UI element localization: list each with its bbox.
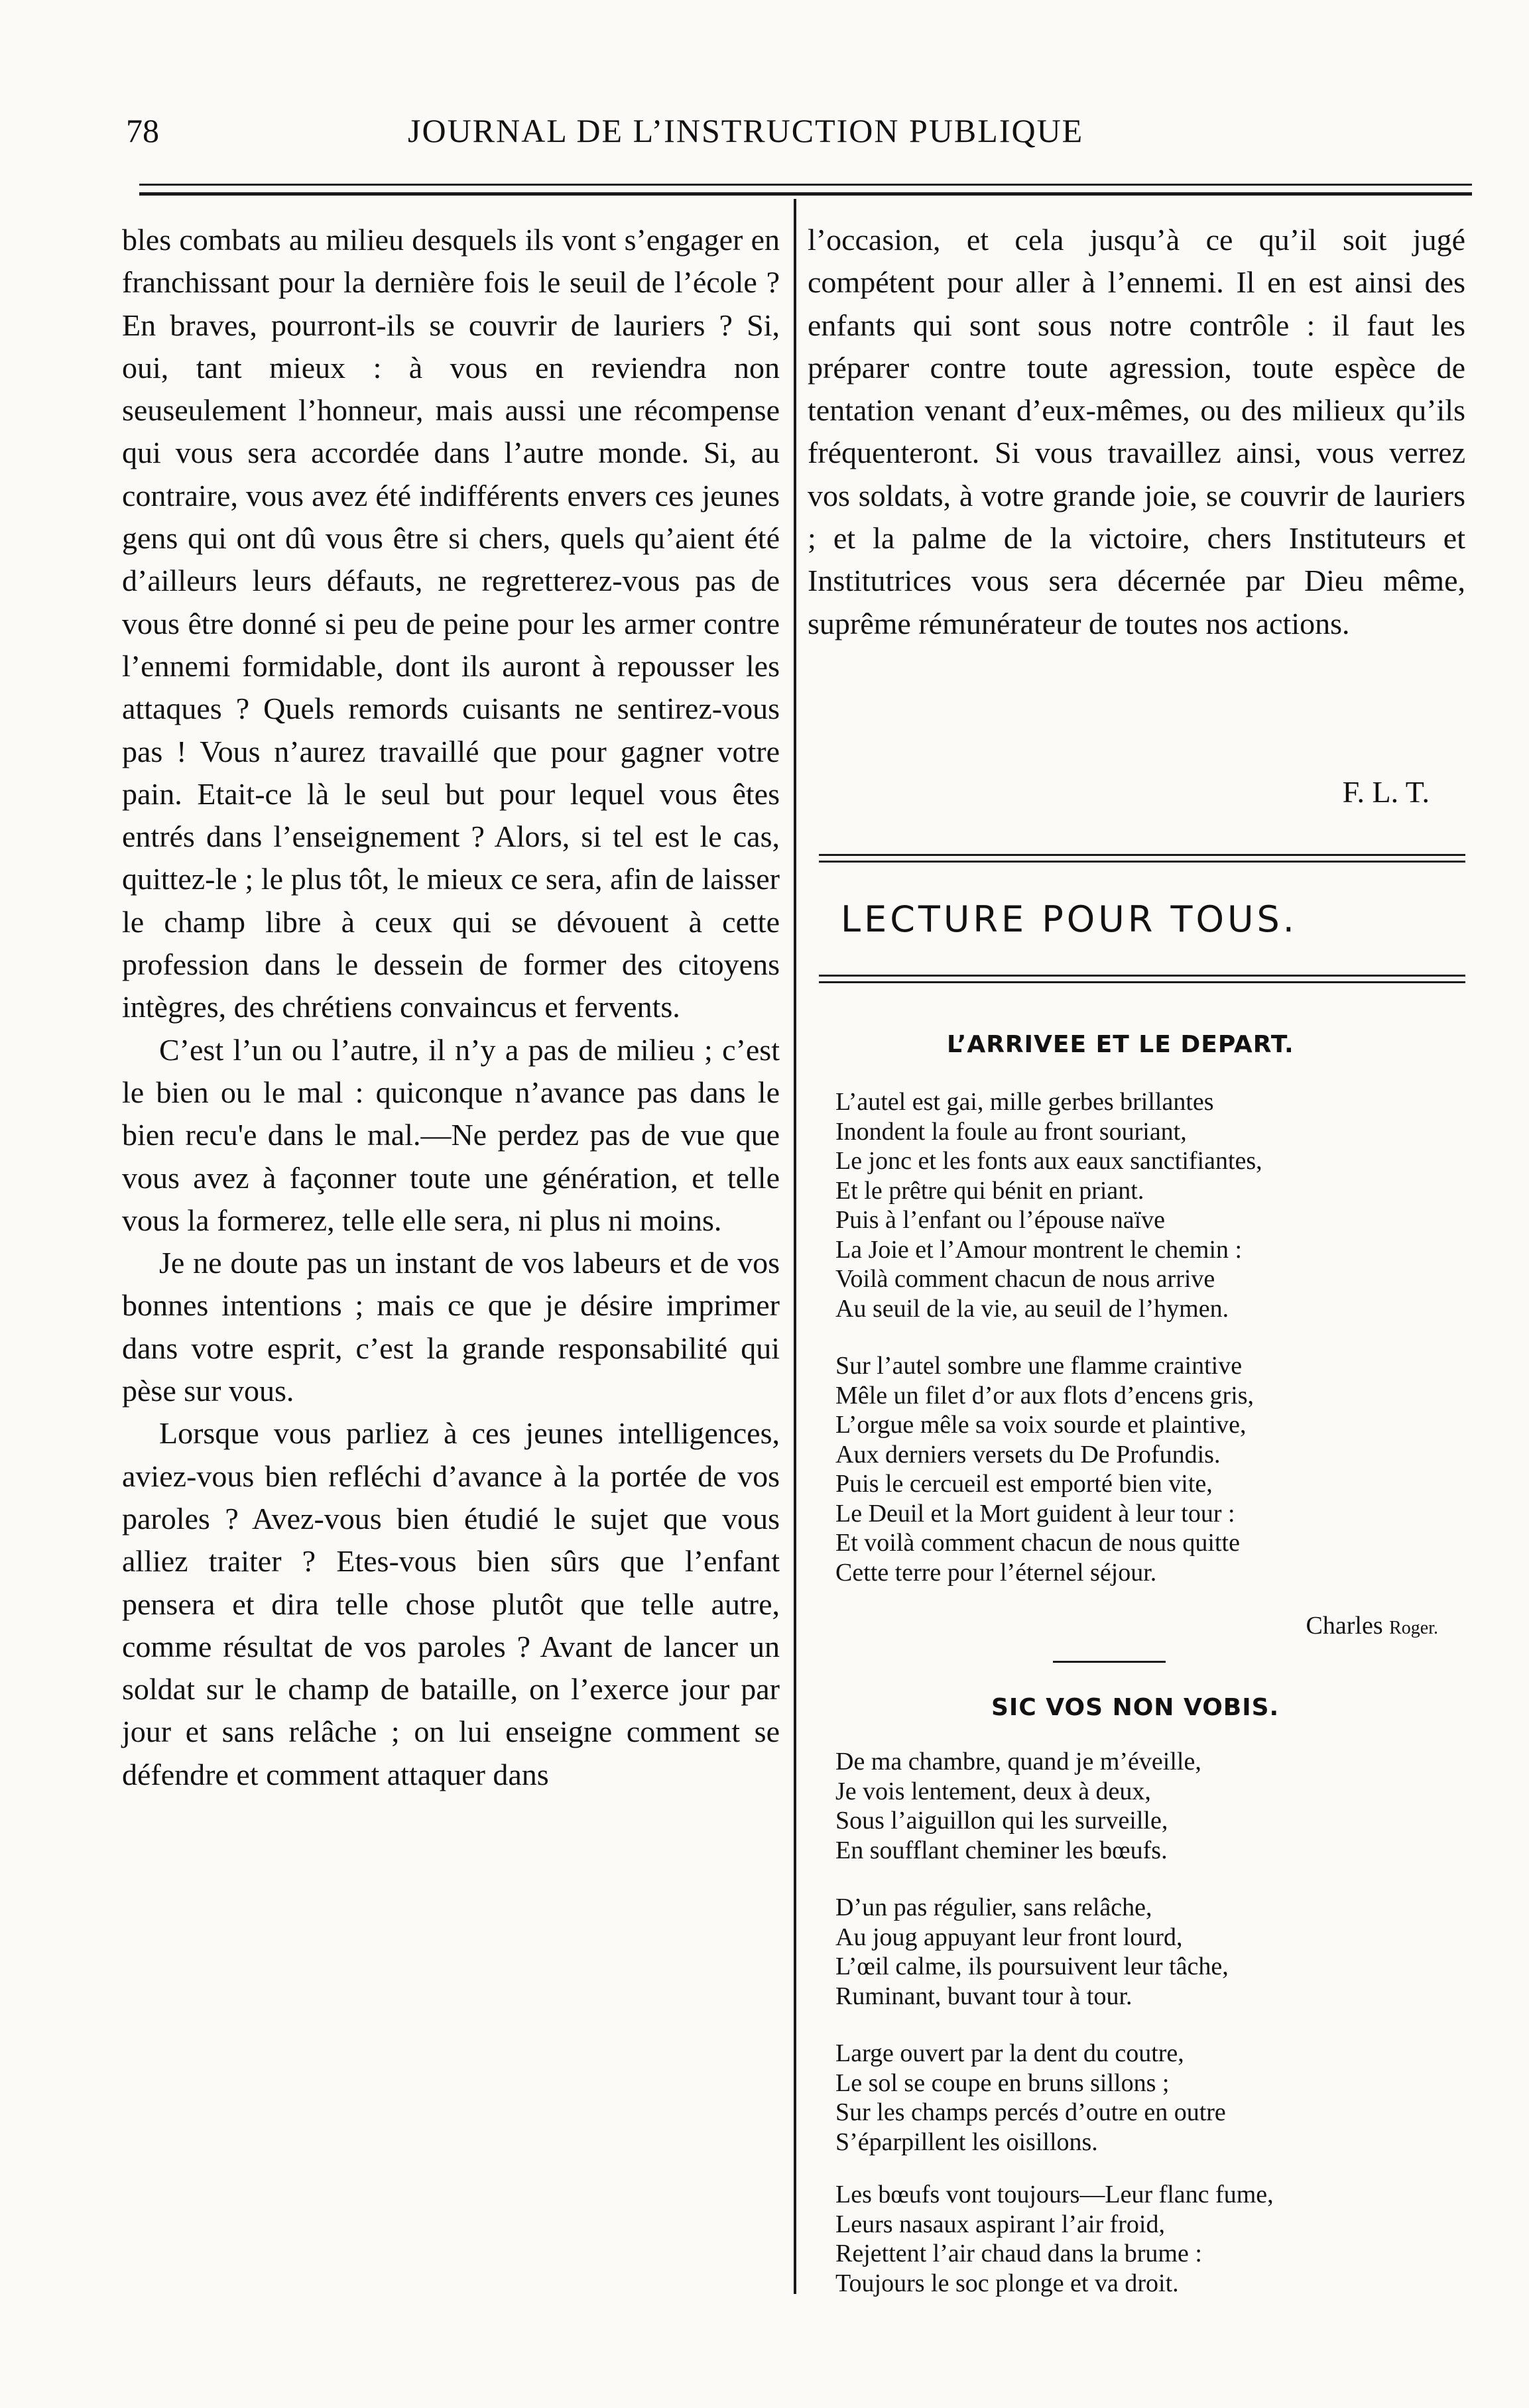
verse-line: Le sol se coupe en bruns sillons ; [835, 2069, 1170, 2097]
poem1-stanza-2 [835, 1351, 1254, 1587]
poem2-stanza-1 [835, 1747, 1201, 1865]
verse-line: Cette terre pour l’éternel séjour. [835, 1558, 1157, 1587]
left-paragraph-3: Je ne doute pas un instant de vos labeurs et de vos bonnes intentions ; mais ce que je désire imprimer dans votre esprit, c’est la grande responsabilité qui pèse sur vous. [122, 1246, 780, 1408]
section-rule-top-b [819, 861, 1465, 863]
verse-line: Rejettent l’air chaud dans la brume : [835, 2240, 1202, 2267]
verse-line: L’orgue mêle sa voix sourde et plaintive, [835, 1411, 1247, 1439]
verse-line: Au seuil de la vie, au seuil de l’hymen. [835, 1294, 1229, 1323]
verse-line: Les bœufs vont toujours—Leur flanc fume, [835, 2181, 1274, 2208]
verse-line: Toujours le soc plonge et va droit. [835, 2269, 1179, 2297]
verse-line: L’autel est gai, mille gerbes brillantes [835, 1088, 1214, 1116]
poem2-stanza-4 [835, 2180, 1274, 2298]
section-rule-bottom-a [819, 975, 1465, 977]
article-signature: F. L. T. [1342, 775, 1430, 809]
verse-line: La Joie et l’Amour montrent le chemin : [835, 1235, 1243, 1264]
verse-line: De ma chambre, quand je m’éveille, [835, 1748, 1201, 1776]
verse-line: Leurs nasaux aspirant l’air froid, [835, 2210, 1165, 2238]
poem-separator [1053, 1661, 1166, 1663]
right-column [808, 219, 1465, 645]
left-paragraph-4: Lorsque vous parliez à ces jeunes intelligences, aviez-vous bien refléchi d’avance à la portée de vos paroles ? Avez-vous bien étudié le sujet que vous alliez traiter ? Etes-vous bien sûrs que l’enfant pensera et dira telle chose plutôt que telle autre, comme résultat de vos paroles ? Avant de lancer un soldat sur le champ de bataille, on l’exerce jour par jour et sans relâche ; on lui enseigne comment se défendre et comment attaquer dans [122, 1416, 780, 1791]
page-number: 78 [126, 112, 159, 149]
verse-line: Et voilà comment chacun de nous quitte [835, 1529, 1240, 1557]
verse-line: Voilà comment chacun de nous arrive [835, 1265, 1215, 1293]
verse-line: Aux derniers versets du De Profundis. [835, 1440, 1221, 1469]
poem-title-arrivee: L’ARRIVEE ET LE DEPART. [947, 1031, 1294, 1058]
poem1-stanza-1 [835, 1087, 1262, 1323]
verse-line: Le Deuil et la Mort guident à leur tour : [835, 1499, 1235, 1528]
verse-line: Le jonc et les fonts aux eaux sanctifiantes, [835, 1147, 1262, 1175]
author-first-name: Charles [1306, 1612, 1383, 1640]
verse-line: Je vois lentement, deux à deux, [835, 1777, 1151, 1805]
verse-line: Mêle un filet d’or aux flots d’encens gris, [835, 1381, 1254, 1410]
column-divider [794, 199, 796, 2294]
left-paragraph-1: bles combats au milieu desquels ils vont s’engager en franchissant pour la dernière fois le seuil de l’école ? En braves, pourront-ils se couvrir de lauriers ? Si, oui, tant mieux : à vous en reviendra non seuseulement l’honneur, mais aussi une récompense qui vous sera accordée dans l’autre monde. Si, au contraire, vous avez été indifférents envers ces jeunes gens qui ont dû vous être si chers, quels qu’aient été d’ailleurs leurs défauts, ne regretterez-vous pas de vous être donné si peu de peine pour les armer contre l’ennemi formidable, dont ils auront à repousser les attaques ? Quels remords cuisants ne sentirez-vous pas ! Vous n’aurez travaillé que pour gagner votre pain. Etait-ce là le seul but pour lequel vous êtes entrés dans l’enseignement ? Alors, si tel est le cas, quittez-le ; le plus tôt, le mieux ce sera, afin de laisser le champ libre à ceux qui se dévouent à cette profession dans le dessein de former des citoyens intègres, des chrétiens convaincus et fervents. [122, 223, 780, 1024]
verse-line: Sous l’aiguillon qui les surveille, [835, 1807, 1168, 1835]
poem-title-sic-vos: SIC VOS NON VOBIS. [991, 1694, 1280, 1721]
verse-line: Puis le cercueil est emporté bien vite, [835, 1470, 1213, 1498]
left-column [122, 219, 780, 1796]
verse-line: L’œil calme, ils poursuivent leur tâche, [835, 1953, 1229, 1980]
header-rule-bottom [139, 192, 1472, 196]
section-heading: LECTURE POUR TOUS. [841, 898, 1298, 940]
left-paragraph-2: C’est l’un ou l’autre, il n’y a pas de milieu ; c’est le bien ou le mal : quiconque n’avance pas dans le bien recu'e dans le mal.—Ne perdez pas de vue que vous avez à façonner toute une génération, et telle vous la formerez, telle elle sera, ni plus ni moins. [122, 1032, 780, 1237]
verse-line: Inondent la foule au front souriant, [835, 1117, 1187, 1146]
section-rule-bottom-b [819, 981, 1465, 983]
right-paragraph: l’occasion, et cela jusqu’à ce qu’il soit jugé compétent pour aller à l’ennemi. Il en est ainsi des enfants qui sont sous notre contrôle : il faut les préparer contre toute agression, toute espèce de tentation venant d’eux-mêmes, ou des milieux qu’ils fréquenteront. Si vous travaillez ainsi, vous verrez vos soldats, à votre grande joie, se couvrir de lauriers ; et la palme de la victoire, chers Instituteurs et Institutrices vous sera décernée par Dieu même, suprême rémunérateur de toutes nos actions. [808, 223, 1465, 640]
verse-line: En soufflant cheminer les bœufs. [835, 1836, 1168, 1864]
verse-line: Ruminant, buvant tour à tour. [835, 1982, 1132, 2010]
verse-line: D’un pas régulier, sans relâche, [835, 1894, 1152, 1921]
verse-line: Et le prêtre qui bénit en priant. [835, 1176, 1144, 1205]
section-rule-top-a [819, 854, 1465, 856]
verse-line: Au joug appuyant leur front lourd, [835, 1923, 1183, 1951]
poem1-author [1306, 1611, 1438, 1640]
author-last-name: Roger. [1389, 1618, 1438, 1638]
verse-line: Sur l’autel sombre une flamme craintive [835, 1352, 1243, 1380]
poem2-stanza-3 [835, 2039, 1226, 2157]
header-rule-top [139, 184, 1472, 186]
poem2-stanza-2 [835, 1893, 1229, 2011]
verse-line: Puis à l’enfant ou l’épouse naïve [835, 1206, 1166, 1234]
journal-title: JOURNAL DE L’INSTRUCTION PUBLIQUE [408, 112, 1084, 149]
verse-line: Sur les champs percés d’outre en outre [835, 2098, 1226, 2126]
verse-line: S’éparpillent les oisillons. [835, 2128, 1098, 2156]
verse-line: Large ouvert par la dent du coutre, [835, 2039, 1184, 2067]
